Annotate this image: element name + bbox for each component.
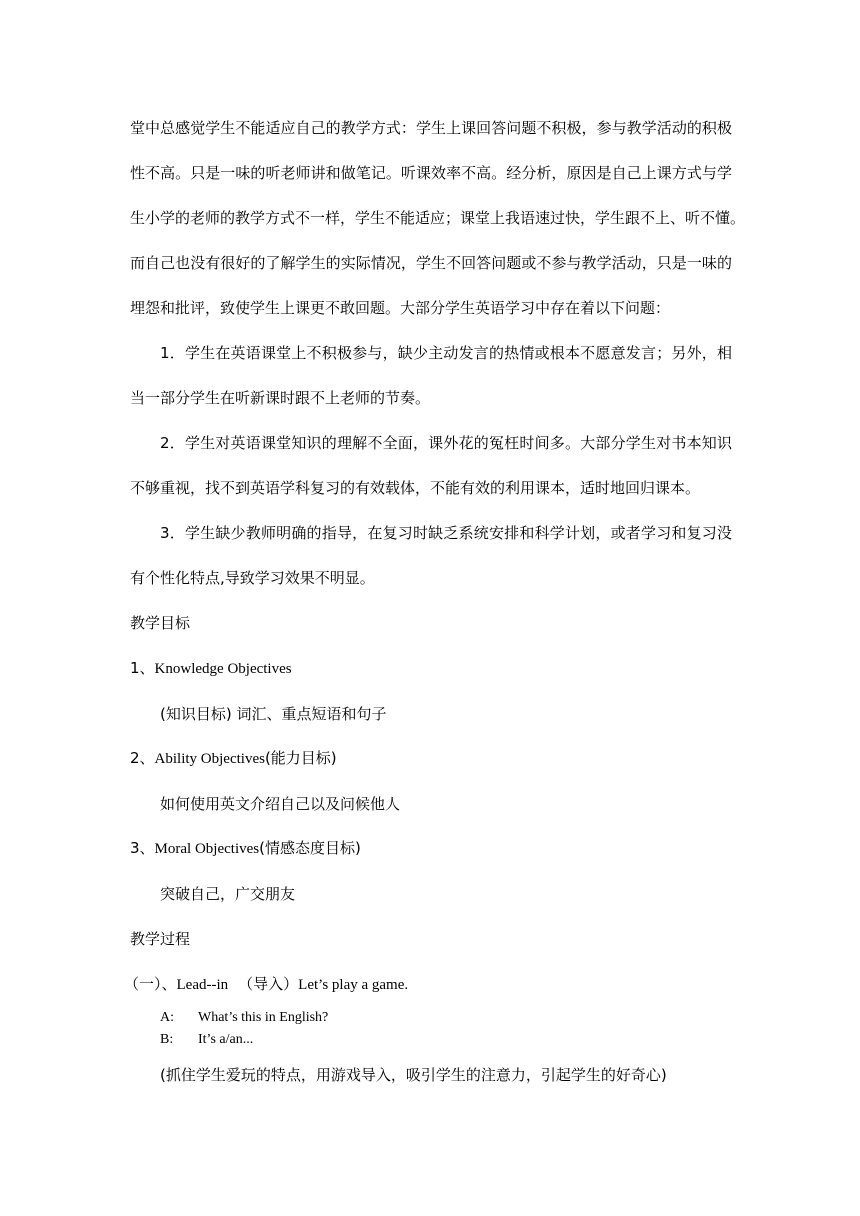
problem-1-line-1 (160, 343, 732, 363)
intro-line-5: 埋怨和批评，致使学生上课更不敢回题。大部分学生英语学习中存在着以下问题： (130, 299, 671, 317)
objective-3-label (130, 838, 732, 859)
problem-3-text: 学生缺少教师明确的指导，在复习时缺乏系统安排和科学计划，或者学习和复习没 (184, 524, 732, 542)
objective-1-number: 1、 (130, 659, 155, 677)
intro-line-2: 性不高。只是一味的听老师讲和做笔记。听课效率不高。经分析，原因是自己上课方式与学 (130, 164, 732, 182)
objective-2-number: 2、 (130, 749, 155, 767)
process-heading: 教学过程 (130, 930, 191, 948)
problem-3-line-1 (160, 523, 732, 543)
objective-3-detail: 突破自己，广交朋友 (160, 885, 296, 903)
objective-2-chinese: (能力目标) (264, 749, 337, 767)
objective-1-english: Knowledge Objectives (154, 661, 292, 677)
objectives-heading: 教学目标 (130, 614, 191, 632)
problem-2-number: 2． (160, 434, 185, 452)
objective-1-label (130, 658, 732, 679)
dialogue-line-a: What’s this in English? (198, 1010, 329, 1025)
problem-1-line-2: 当一部分学生在听新课时跟不上老师的节奏。 (130, 389, 431, 407)
objective-1-detail: (知识目标) 词汇、重点短语和句子 (160, 705, 387, 723)
step-1-chinese: （导入） (238, 975, 299, 993)
intro-line-4: 而自己也没有很好的了解学生的实际情况，学生不回答问题或不参与教学活动，只是一味的 (130, 254, 732, 272)
objective-3-number: 3、 (130, 839, 155, 857)
problem-1-number: 1． (160, 344, 185, 362)
objective-2-english: Ability Objectives (154, 751, 265, 767)
step-1-game: Let’s play a game. (298, 977, 409, 993)
objective-3-english: Moral Objectives (154, 841, 260, 857)
objective-2-detail: 如何使用英文介绍自己以及问候他人 (160, 795, 401, 813)
objective-3-chinese: (情感态度目标) (259, 839, 361, 857)
process-note: (抓住学生爱玩的特点，用游戏导入，吸引学生的注意力，引起学生的好奇心) (160, 1066, 667, 1084)
problem-2-line-1 (160, 433, 732, 453)
step-1-lead-in: 、Lead--in (161, 977, 229, 993)
intro-line-3: 生小学的老师的教学方式不一样，学生不能适应；课堂上我语速过快，学生跟不上、听不懂。 (130, 209, 746, 227)
dialogue-line-b: It’s a/an... (198, 1032, 254, 1047)
problem-3-line-2: 有个性化特点,导致学习效果不明显。 (130, 569, 375, 587)
problem-3-number: 3． (160, 524, 185, 542)
problem-1-text: 学生在英语课堂上不积极参与，缺少主动发言的热情或根本不愿意发言；另外，相 (184, 344, 732, 362)
process-step-1 (124, 974, 726, 995)
dialogue-speaker-b: B: (160, 1032, 174, 1047)
step-1-prefix: （一） (124, 975, 162, 993)
intro-line-1: 堂中总感觉学生不能适应自己的教学方式：学生上课回答问题不积极，参与教学活动的积极 (130, 119, 732, 137)
problem-2-line-2: 不够重视，找不到英语学科复习的有效载体，不能有效的利用课本，适时地回归课本。 (130, 479, 701, 497)
objective-2-label (130, 748, 732, 769)
problem-2-text: 学生对英语课堂知识的理解不全面，课外花的冤枉时间多。大部分学生对书本知识 (184, 434, 732, 452)
dialogue-speaker-a: A: (160, 1010, 174, 1025)
